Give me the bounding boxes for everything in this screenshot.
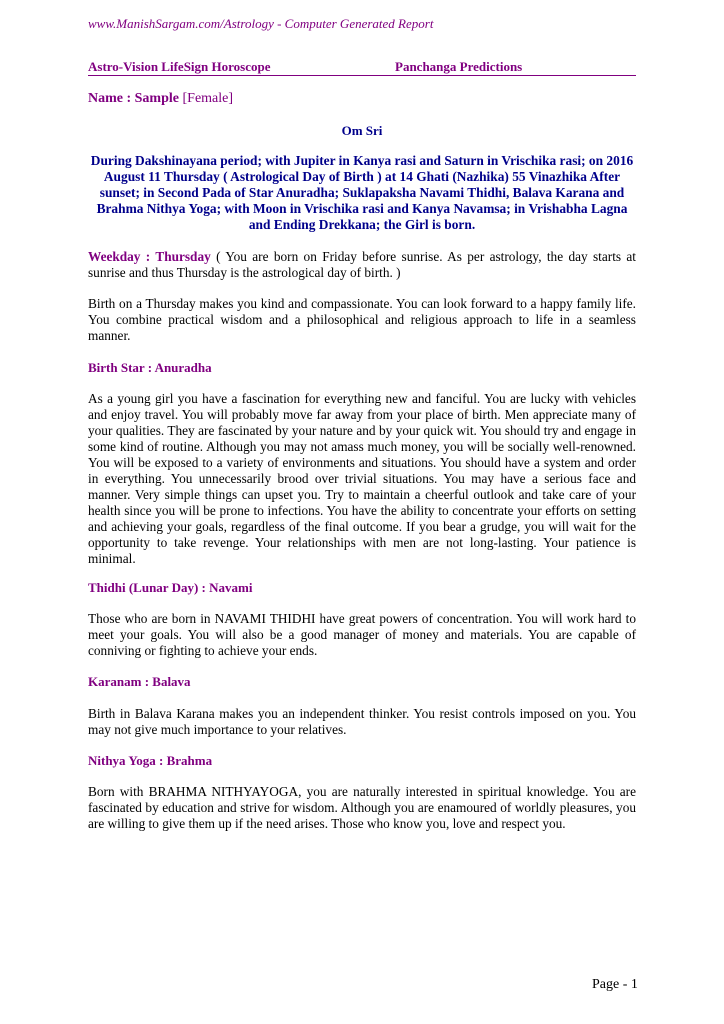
weekday-text: Birth on a Thursday makes you kind and compassionate. You can look forward to a happy family life. You combine practical wisdom and a philosophical and religious approach to life in a seamless manner. <box>88 296 636 343</box>
thidhi-text: Those who are born in NAVAMI THIDHI have great powers of concentration. You will work hard to meet your goals. You will also be a good manager of money and materials. You are capable of conniving or fighting to achieve your ends. <box>88 611 636 658</box>
birth-star-text: As a young girl you have a fascination for everything new and fanciful. You are lucky with vehicles and enjoy travel. You will probably move far away from your place of birth. Men appreciate many of your qualities. They are fascinated by your nature and by your quick wit. You should try and engage in some kind of routine. Although you may not amass much money, you will be socially well-renowned. You will be exposed to a variety of environments and situations. You should have a system and order in everything. You unnecessarily brood over trivial situations. You may have a serious face and manner. Very simple things can upset you. Try to maintain a cheerful outlook and take care of your health since you will be prone to infections. You have the ability to concentrate your efforts on setting and achieving your goals, regardless of the final outcome. If you bear a grudge, you will wait for the opportunity to take revenge. Your relationships with men are not long-lasting. Your patience is minimal. <box>88 391 636 566</box>
birth-star-heading: Birth Star : Anuradha <box>88 360 212 375</box>
weekday-note: ( You are born on Friday before sunrise. As per astrology, the day starts at sunrise and thus Thursday is the astrological day of birth. ) <box>88 249 636 280</box>
gender-label: [Female] <box>182 91 234 106</box>
weekday-heading: Weekday : Thursday <box>88 249 211 264</box>
report-title: Astro-Vision LifeSign Horoscope <box>88 59 271 74</box>
site-url-header[interactable]: www.ManishSargam.com/Astrology - Computer Generated Report <box>88 16 434 31</box>
karanam-text: Birth in Balava Karana makes you an independent thinker. You resist controls imposed on you. You may not give much importance to your relatives. <box>88 706 636 737</box>
report-title-bar <box>88 59 636 76</box>
om-sri-heading: Om Sri <box>341 123 383 138</box>
page-number: Page - 1 <box>592 977 638 992</box>
section-title: Panchanga Predictions <box>395 59 523 74</box>
karanam-heading: Karanam : Balava <box>88 674 191 689</box>
weekday-paragraph <box>88 249 636 281</box>
name-label: Name : Sample <box>88 91 179 106</box>
nithya-yoga-text: Born with BRAHMA NITHYAYOGA, you are naturally interested in spiritual knowledge. You are fascinated by education and strive for wisdom. Although you are enamoured of worldly pleasures, you are willing to give them up if the need arises. Those who know you, love and respect you. <box>88 784 636 831</box>
thidhi-heading: Thidhi (Lunar Day) : Navami <box>88 580 253 595</box>
nithya-yoga-heading: Nithya Yoga : Brahma <box>88 753 213 768</box>
name-line <box>88 91 233 107</box>
birth-summary: During Dakshinayana period; with Jupiter in Kanya rasi and Saturn in Vrischika rasi; on 2016 August 11 Thursday ( Astrological Day of Birth ) at 14 Ghati (Nazhika) 55 Vinazhika After sunset; in Second Pada of Star Anuradha; Suklapaksha Navami Thidhi, Balava Karana and Brahma Nithya Yoga; with Moon in Vrischika rasi and Kanya Navamsa; in Vrishabha Lagna and Ending Drekkana; the Girl is born. <box>90 153 634 232</box>
